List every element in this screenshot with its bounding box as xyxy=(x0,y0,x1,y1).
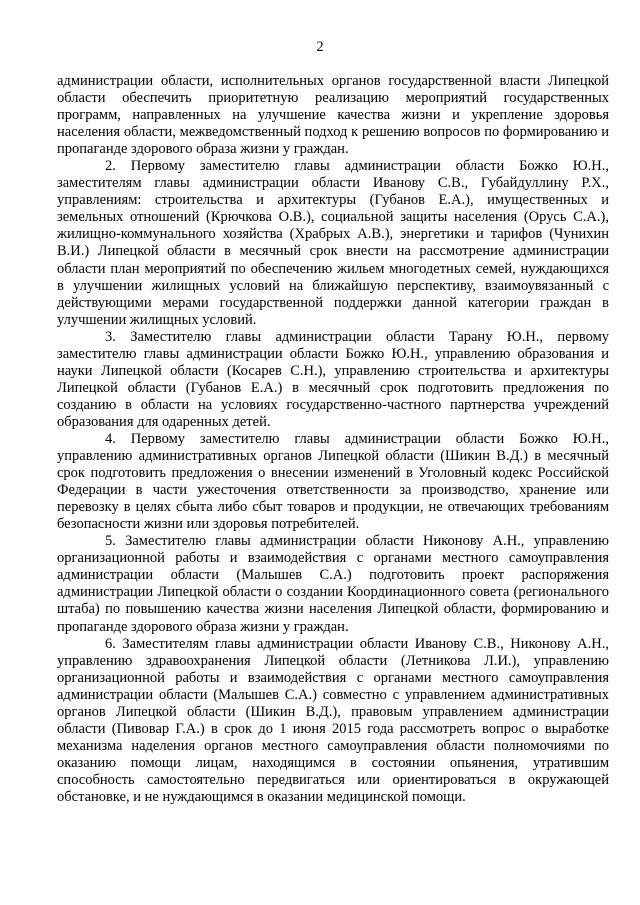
page-number: 2 xyxy=(316,39,324,55)
paragraph-item-5: 5. Заместителю главы администрации области Никонову А.Н., управлению организационной работы и взаимодействия с органами местного самоуправления администрации области (Малышев С.А.) подготовить проект распоряжения администрации Липецкой области о создании Координационного совета (регионального штаба) по повышению качества жизни населения Липецкой области, формированию и пропаганде здорового образа жизни у граждан. xyxy=(57,533,609,635)
paragraph-item-4: 4. Первому заместителю главы администрации области Божко Ю.Н., управлению административных органов Липецкой области (Шикин В.Д.) в месячный срок подготовить предложения о внесении изменений в Уголовный кодекс Российской Федерации в части ужесточения ответственности за производство, хранение или перевозку в целях сбыта либо сбыт товаров и продукции, не отвечающих требованиям безопасности жизни или здоровья потребителей. xyxy=(57,430,609,533)
paragraph-continuation: администрации области, исполнительных органов государственной власти Липецкой области обеспечить приоритетную реализацию мероприятий государственных программ, направленных на улучшение качества жизни и укрепление здоровья населения области, межведомственный подход к решению вопросов по формированию и пропаганде здорового образа жизни у граждан. xyxy=(57,73,609,158)
paragraph-item-2: 2. Первому заместителю главы администрации области Божко Ю.Н., заместителям главы администрации области Иванову С.В., Губайдуллину Р.Х., управлениям: строительства и архитектуры (Губанов Е.А.), имущественных и земельных отношений (Крючкова О.В.), социальной защиты населения (Орусь С.А.), жилищно-коммунального хозяйства (Храбрых А.В.), энергетики и тарифов (Чунихин В.И.) Липецкой области в месячный срок внести на рассмотрение администрации области план мероприятий по обеспечению жильем многодетных семей, нуждающихся в улучшении жилищных условий на ближайшую перспективу, взаимоувязанный с действующими мерами государственной поддержки данной категории граждан в улучшении жилищных условий. xyxy=(57,158,609,328)
paragraph-item-6: 6. Заместителям главы администрации области Иванову С.В., Никонову А.Н., управлению здравоохранения Липецкой области (Летникова Л.И.), управлению организационной работы и взаимодействия с органами местного самоуправления администрации области (Малышев С.А.) совместно с управлением административных органов Липецкой области (Шикин В.Д.), правовым управлением администрации области (Пивовар Г.А.) в срок до 1 июня 2015 года рассмотреть вопрос о выработке механизма наделения органов местного самоуправления области полномочиями по оказанию помощи лицам, находящимся в состоянии опьянения, утратившим способность самостоятельно передвигаться или ориентироваться в окружающей обстановке, и не нуждающимся в оказании медицинской помощи. xyxy=(57,635,609,805)
paragraph-item-3: 3. Заместителю главы администрации области Тарану Ю.Н., первому заместителю главы администрации области Божко Ю.Н., управлению образования и науки Липецкой области (Косарев С.Н.), управлению строительства и архитектуры Липецкой области (Губанов Е.А.) в месячный срок подготовить предложения по созданию в области на условиях государственно-частного партнерства учреждений образования для одаренных детей. xyxy=(57,328,609,430)
document-body xyxy=(57,73,609,806)
